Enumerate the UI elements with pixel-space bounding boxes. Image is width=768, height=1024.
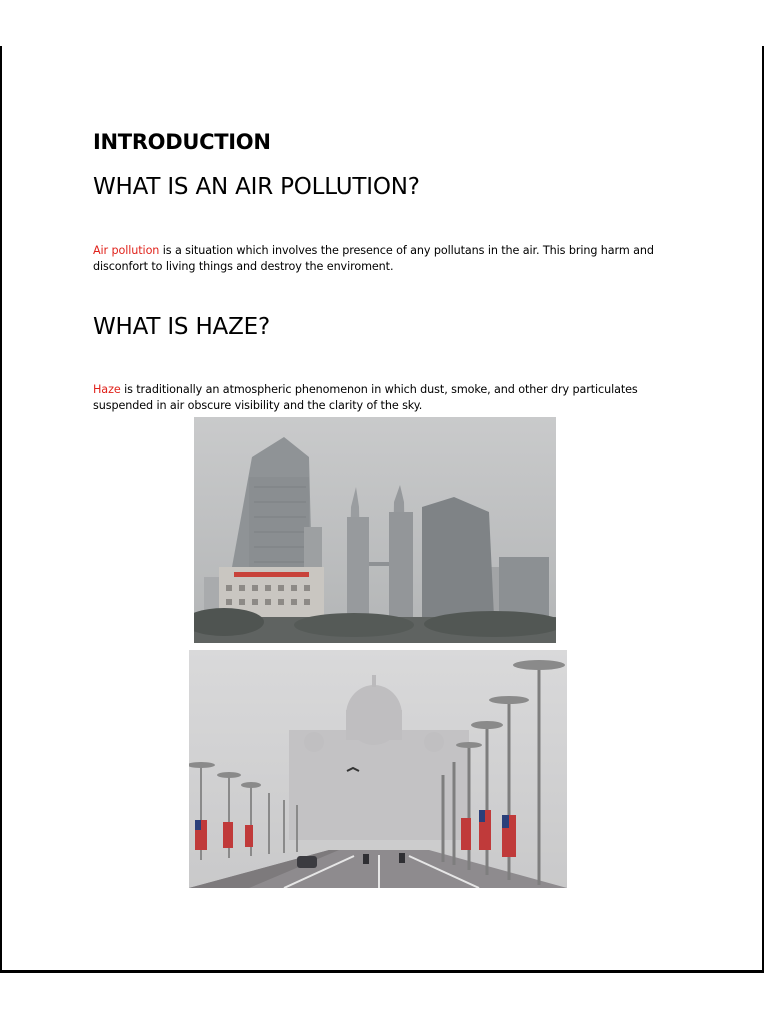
haze-paragraph xyxy=(93,382,693,414)
haze-line1: is traditionally an atmospheric phenomenon in which dust, smoke, and other dry particulates xyxy=(120,383,638,396)
air-pollution-heading: WHAT IS AN AIR POLLUTION? xyxy=(93,174,420,200)
air-pollution-line2: disconfort to living things and destroy the enviroment. xyxy=(93,260,394,273)
haze-heading: WHAT IS HAZE? xyxy=(93,314,270,340)
hazy-city-skyline-photo xyxy=(194,417,556,643)
intro-heading: INTRODUCTION xyxy=(93,130,271,154)
haze-term: Haze xyxy=(93,383,121,396)
hazy-boulevard-mosque-photo xyxy=(189,650,567,888)
air-pollution-line1: is a situation which involves the presence of any pollutans in the air. This bring harm and xyxy=(159,244,654,257)
air-pollution-paragraph xyxy=(93,243,693,275)
air-pollution-term: Air pollution xyxy=(93,244,160,257)
haze-line2: suspended in air obscure visibility and the clarity of the sky. xyxy=(93,399,423,412)
